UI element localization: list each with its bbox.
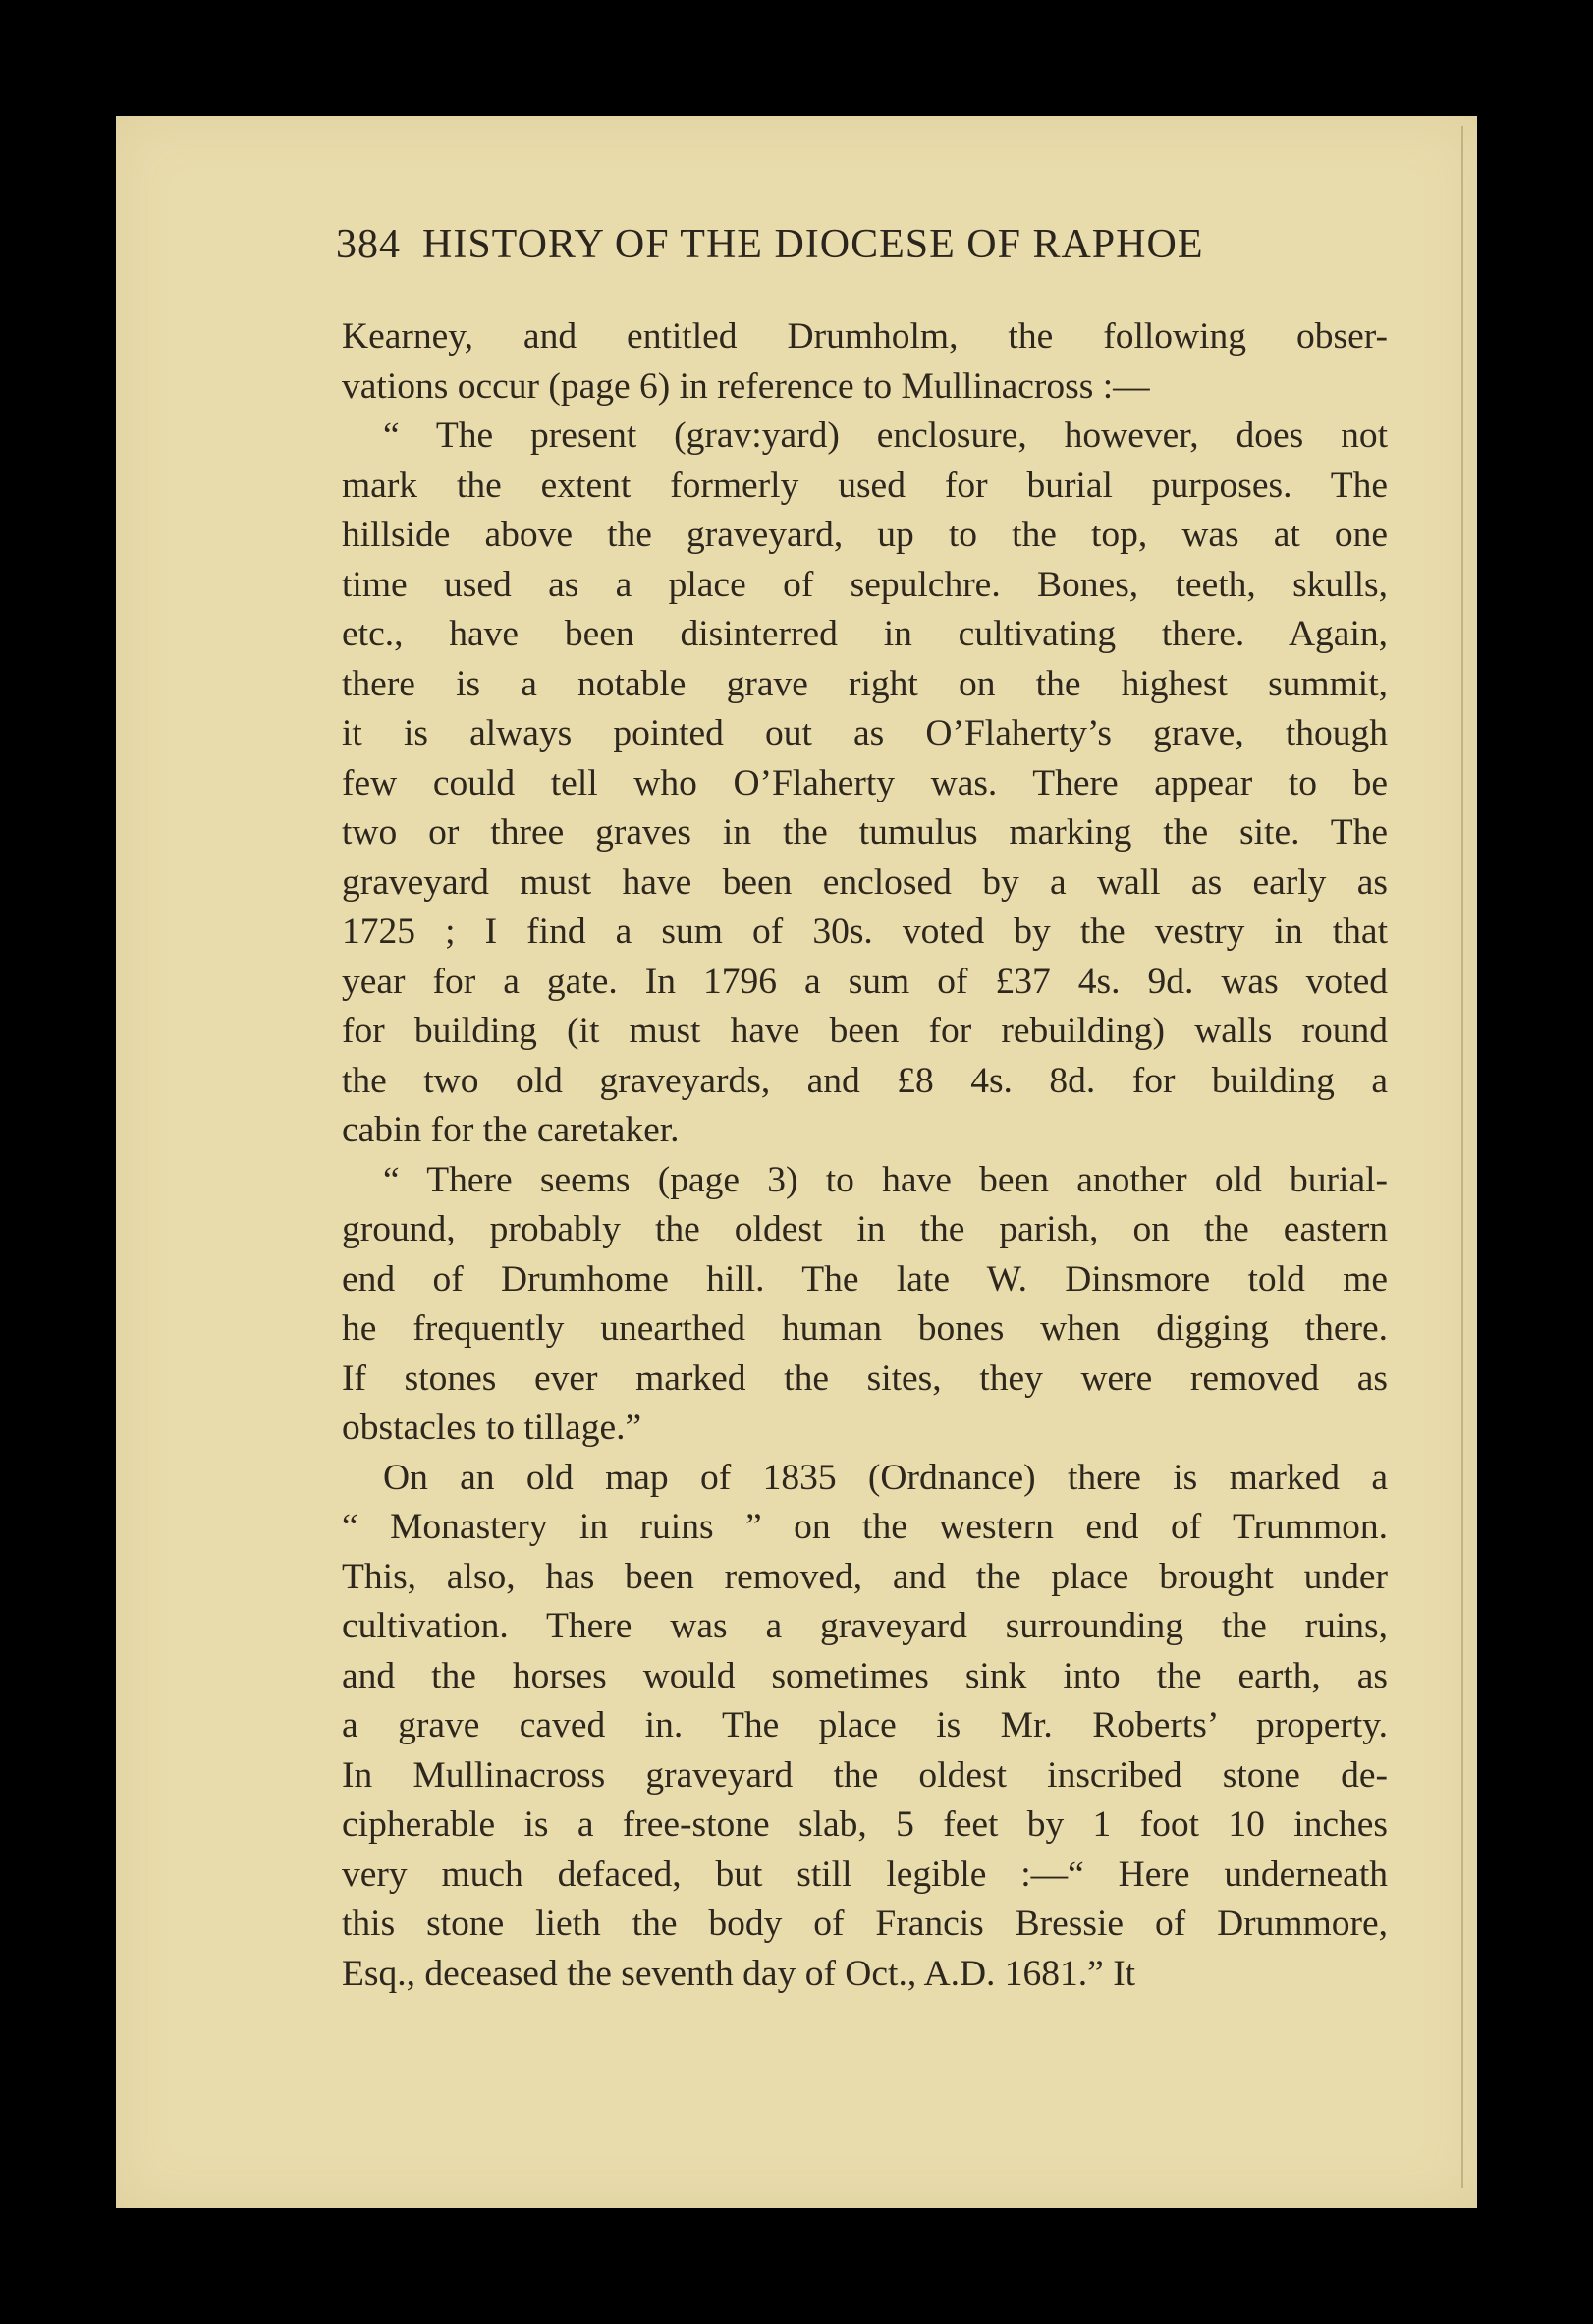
text-line: he frequently unearthed human bones when digging there.	[342, 1308, 1388, 1349]
text-line: mark the extent formerly used for burial purposes. The	[342, 465, 1388, 506]
text-line: “ There seems (page 3) to have been another old burial-	[383, 1159, 1388, 1200]
text-line: hillside above the graveyard, up to the top, was at one	[342, 515, 1388, 555]
paragraph	[342, 312, 1388, 412]
body-text	[342, 312, 1388, 1999]
paragraph	[342, 1454, 1388, 2000]
text-line: Kearney, and entitled Drumholm, the following obser-	[342, 316, 1388, 357]
text-line: “ Monastery in ruins ” on the western end of Trummon.	[342, 1507, 1388, 1547]
text-line: 1725 ; I find a sum of 30s. voted by the vestry in that	[342, 912, 1388, 952]
text-line: for building (it must have been for rebuilding) walls round	[342, 1011, 1388, 1051]
text-line: obstacles to tillage.”	[342, 1408, 642, 1448]
text-line: it is always pointed out as O’Flaherty’s grave, though	[342, 713, 1388, 753]
text-line: the two old graveyards, and £8 4s. 8d. for building a	[342, 1060, 1388, 1101]
text-line: a grave caved in. The place is Mr. Roberts’ property.	[342, 1705, 1388, 1745]
text-line: On an old map of 1835 (Ordnance) there is marked a	[383, 1457, 1388, 1498]
running-title: HISTORY OF THE DIOCESE OF RAPHOE	[422, 222, 1204, 267]
text-line: If stones ever marked the sites, they were removed as	[342, 1357, 1388, 1399]
text-line: In Mullinacross graveyard the oldest inscribed stone de-	[342, 1754, 1388, 1796]
text-line: Esq., deceased the seventh day of Oct., A.D. 1681.” It	[342, 1953, 1136, 1994]
text-line: ground, probably the oldest in the parish, on the eastern	[342, 1209, 1388, 1249]
text-line: two or three graves in the tumulus marking the site. The	[342, 812, 1388, 853]
text-line: end of Drumhome hill. The late W. Dinsmore told me	[342, 1258, 1388, 1300]
page-number: 384	[336, 222, 401, 267]
text-line: cipherable is a free-stone slab, 5 feet by 1 foot 10 inches	[342, 1804, 1388, 1845]
page-edge-shadow	[1461, 126, 1463, 2188]
text-line: time used as a place of sepulchre. Bones, teeth, skulls,	[342, 564, 1388, 605]
text-line: there is a notable grave right on the highest summit,	[342, 663, 1388, 704]
paragraph	[342, 412, 1388, 1156]
text-line: very much defaced, but still legible :—“ Here underneath	[342, 1854, 1388, 1895]
text-line: etc., have been disinterred in cultivating there. Again,	[342, 614, 1388, 654]
paragraph	[342, 1156, 1388, 1454]
text-line: “ The present (grav:yard) enclosure, however, does not	[383, 415, 1388, 456]
running-header	[336, 221, 1347, 268]
text-line: this stone lieth the body of Francis Bressie of Drummore,	[342, 1904, 1388, 1944]
text-line: and the horses would sometimes sink into the earth, as	[342, 1655, 1388, 1696]
text-line: This, also, has been removed, and the place brought under	[342, 1556, 1388, 1597]
text-line: year for a gate. In 1796 a sum of £37 4s. 9d. was voted	[342, 961, 1388, 1002]
text-line: graveyard must have been enclosed by a wall as early as	[342, 861, 1388, 903]
text-line: vations occur (page 6) in reference to Mullinacross :—	[342, 365, 1150, 407]
text-line: cabin for the caretaker.	[342, 1110, 680, 1150]
text-line: cultivation. There was a graveyard surrounding the ruins,	[342, 1606, 1388, 1646]
text-line: few could tell who O’Flaherty was. There appear to be	[342, 762, 1388, 803]
